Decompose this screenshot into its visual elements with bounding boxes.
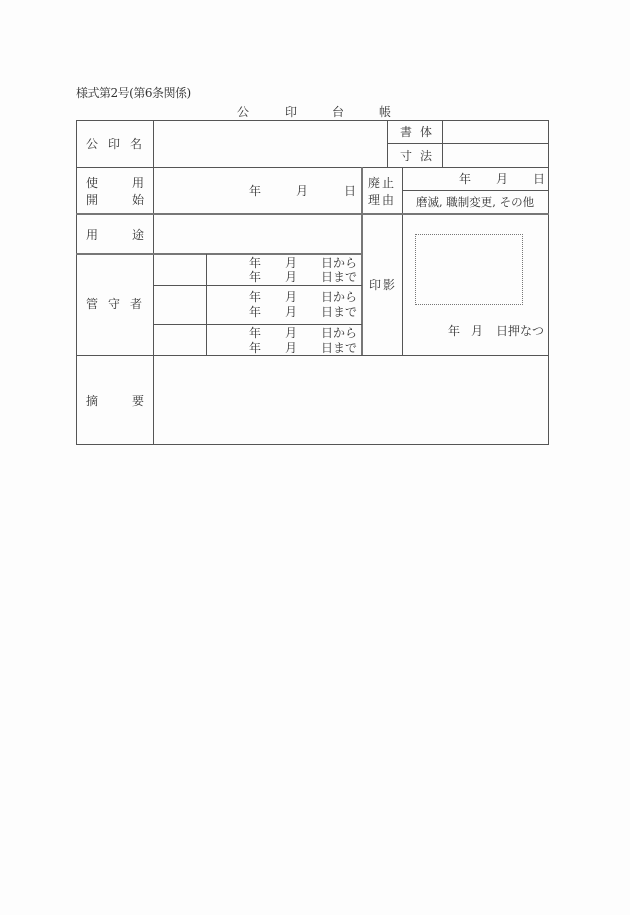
size-field[interactable] bbox=[443, 144, 547, 166]
custodian-name-field-2[interactable] bbox=[154, 286, 205, 323]
start-use-2: 用 bbox=[132, 176, 145, 190]
summary-label-2: 要 bbox=[132, 394, 145, 408]
seal-name-label-3: 名 bbox=[130, 137, 143, 151]
start-year: 年 bbox=[249, 184, 262, 198]
start-use-3: 開 bbox=[86, 193, 99, 207]
purpose-label-2: 途 bbox=[132, 228, 145, 242]
form-number-header: 様式第2号(第6条関係) bbox=[76, 86, 191, 100]
border bbox=[206, 254, 207, 356]
year: 年 bbox=[249, 290, 262, 304]
month: 月 bbox=[285, 305, 298, 319]
border bbox=[76, 120, 77, 445]
month: 月 bbox=[285, 270, 298, 284]
stamp-area[interactable] bbox=[415, 234, 523, 305]
start-month: 月 bbox=[296, 184, 309, 198]
year: 年 bbox=[249, 341, 262, 355]
border bbox=[76, 253, 362, 255]
day-to: 日まで bbox=[321, 305, 358, 319]
custodian-name-field-1[interactable] bbox=[154, 255, 205, 284]
month: 月 bbox=[285, 290, 298, 304]
stamp-day: 日押なつ bbox=[496, 324, 545, 338]
day-from: 日から bbox=[321, 256, 358, 270]
day-from: 日から bbox=[321, 290, 358, 304]
abolish-month: 月 bbox=[496, 172, 509, 186]
year: 年 bbox=[249, 305, 262, 319]
start-day: 日 bbox=[344, 184, 357, 198]
seal-name-field[interactable] bbox=[154, 121, 386, 166]
stamp-month: 月 bbox=[471, 324, 484, 338]
abolish-label-bottom: 理由 bbox=[368, 193, 397, 207]
size-label-2: 法 bbox=[420, 149, 433, 163]
border bbox=[361, 167, 363, 356]
start-use-4: 始 bbox=[132, 193, 145, 207]
day-to: 日まで bbox=[321, 341, 358, 355]
title-char-1: 公 bbox=[237, 105, 250, 119]
day-from: 日から bbox=[321, 326, 358, 340]
year: 年 bbox=[249, 256, 262, 270]
impression-label: 印影 bbox=[369, 278, 398, 292]
abolish-reasons: 磨滅, 職制変更, その他 bbox=[416, 195, 535, 209]
font-label-1: 書 bbox=[400, 125, 413, 139]
month: 月 bbox=[285, 256, 298, 270]
summary-label-1: 摘 bbox=[86, 394, 99, 408]
font-label-2: 体 bbox=[420, 125, 433, 139]
seal-name-label-1: 公 bbox=[86, 137, 99, 151]
font-field[interactable] bbox=[443, 121, 547, 142]
purpose-label-1: 用 bbox=[86, 228, 99, 242]
border bbox=[76, 167, 549, 168]
abolish-year: 年 bbox=[459, 172, 472, 186]
seal-name-label-2: 印 bbox=[108, 137, 121, 151]
abolish-day: 日 bbox=[533, 172, 546, 186]
day-to: 日まで bbox=[321, 270, 358, 284]
size-label-1: 寸 bbox=[400, 149, 413, 163]
purpose-field[interactable] bbox=[154, 215, 360, 252]
border bbox=[402, 167, 403, 356]
custodian-name-field-3[interactable] bbox=[154, 325, 205, 354]
summary-field[interactable] bbox=[154, 356, 547, 443]
custodian-label-3: 者 bbox=[130, 297, 143, 311]
custodian-label-1: 管 bbox=[86, 297, 99, 311]
title-char-4: 帳 bbox=[379, 105, 392, 119]
border bbox=[76, 444, 549, 445]
year: 年 bbox=[249, 270, 262, 284]
month: 月 bbox=[285, 341, 298, 355]
start-use-1: 使 bbox=[86, 176, 99, 190]
custodian-label-2: 守 bbox=[108, 297, 121, 311]
title-char-3: 台 bbox=[332, 105, 345, 119]
stamp-year: 年 bbox=[448, 324, 461, 338]
year: 年 bbox=[249, 326, 262, 340]
border bbox=[402, 190, 549, 191]
abolish-label-top: 廃止 bbox=[368, 176, 397, 190]
border bbox=[548, 120, 549, 445]
month: 月 bbox=[285, 326, 298, 340]
title-char-2: 印 bbox=[285, 105, 298, 119]
